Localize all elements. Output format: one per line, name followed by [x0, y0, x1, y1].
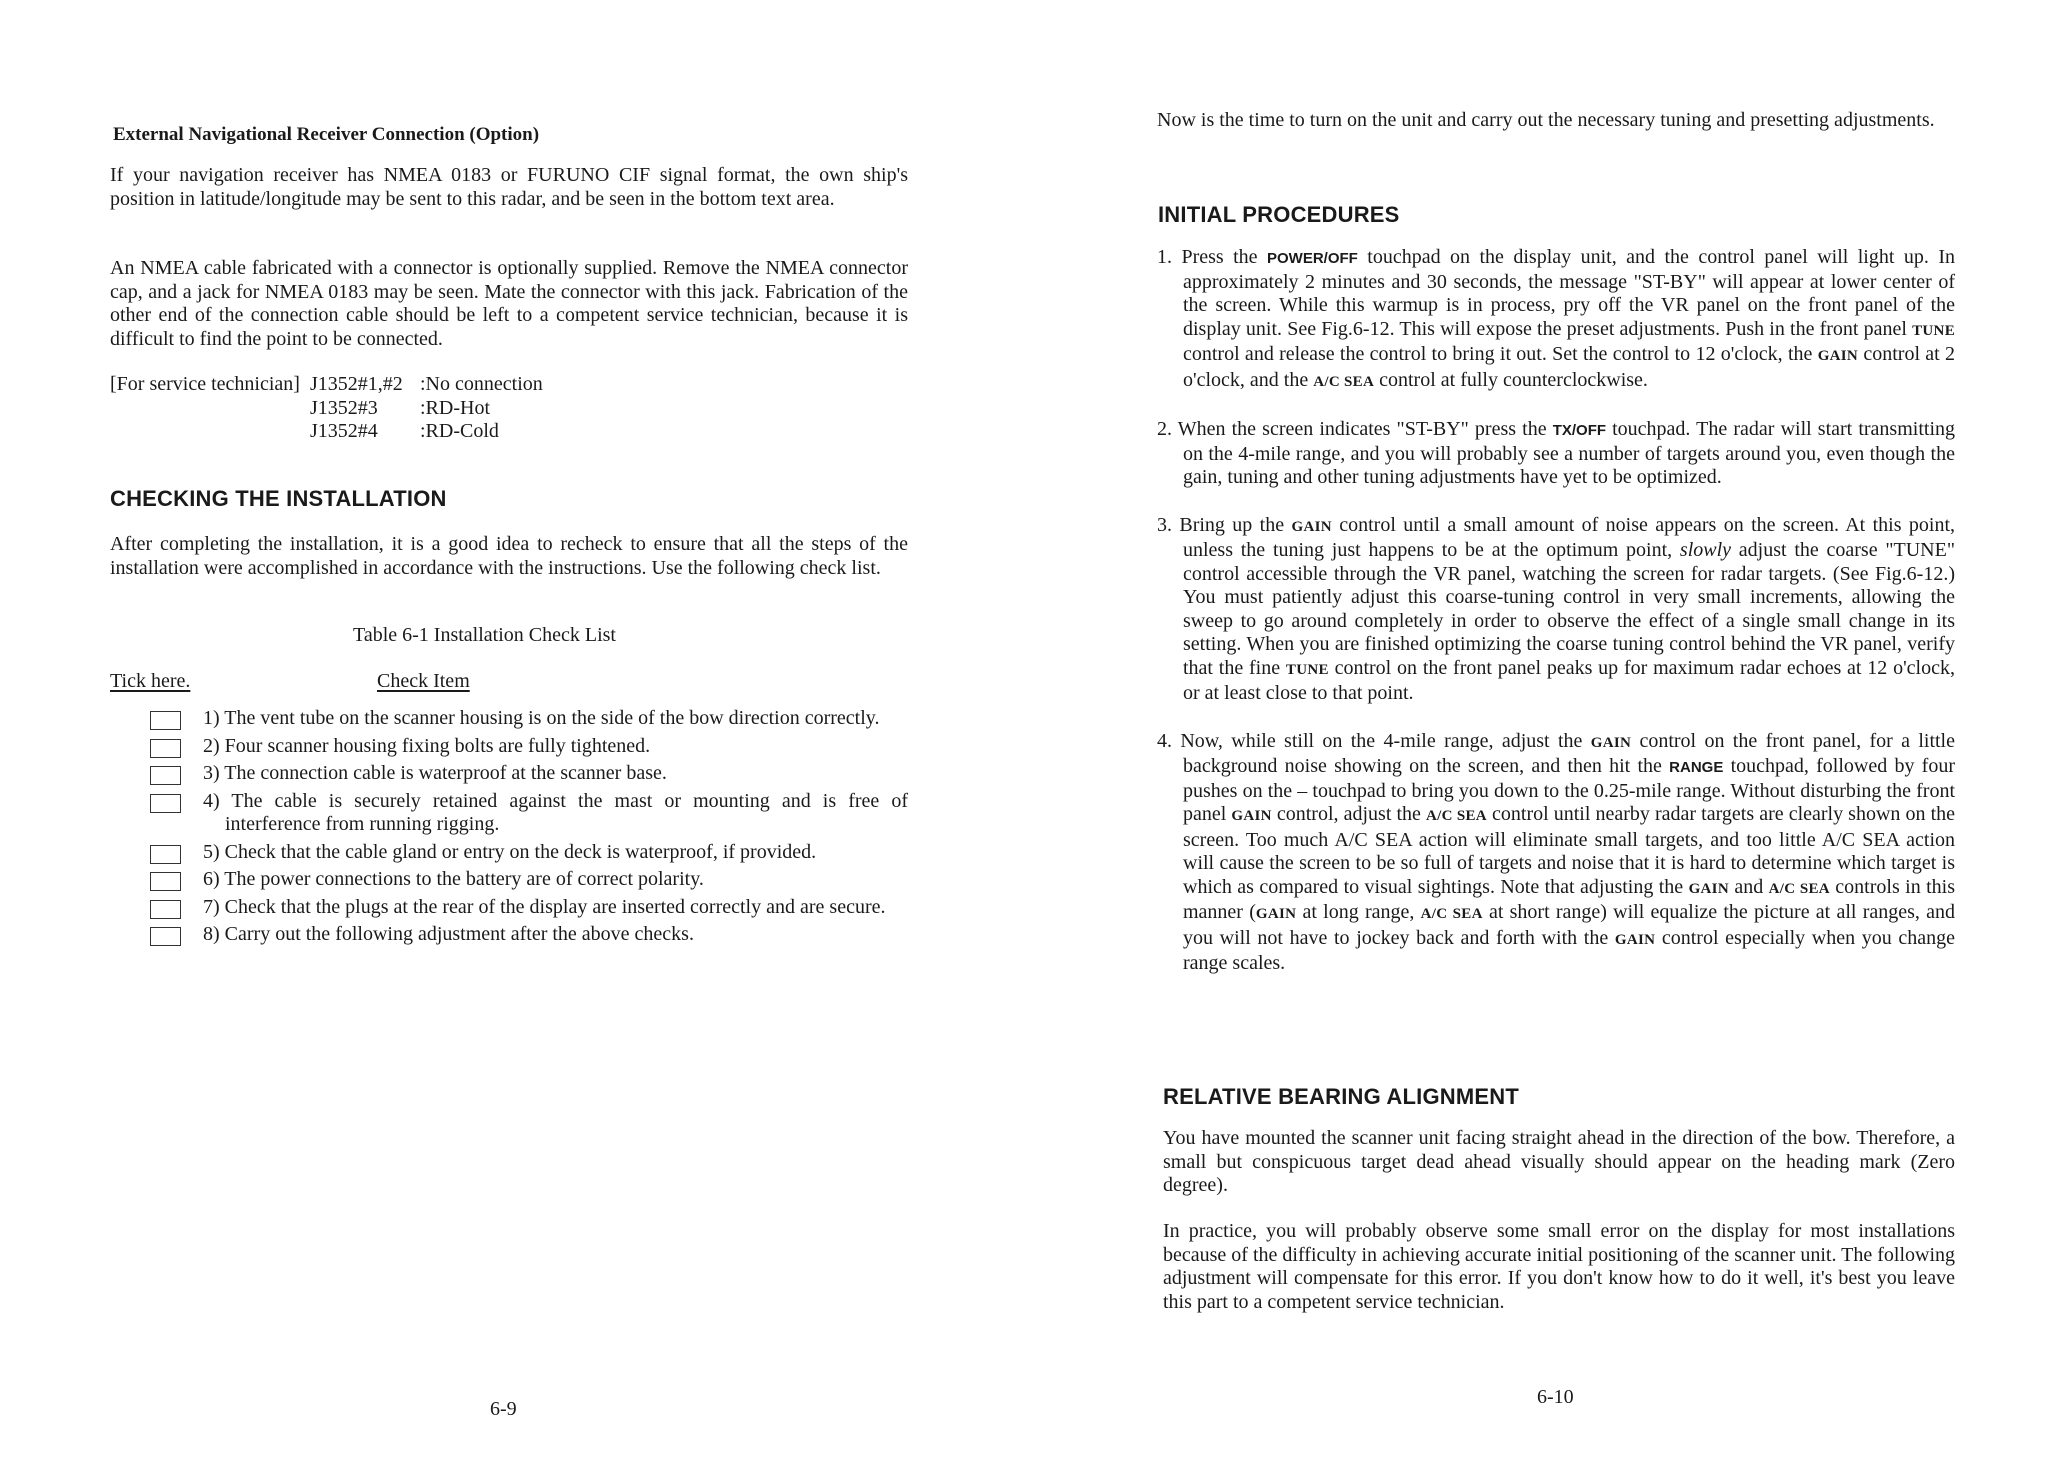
checkbox[interactable]	[150, 739, 181, 758]
pin-desc: :RD-Hot	[420, 396, 490, 419]
procedure-step	[1157, 246, 1955, 394]
step-text: controls in this manner (	[1183, 875, 1955, 923]
checklist-item: 5) Check that the cable gland or entry on the deck is waterproof, if provided.	[110, 841, 908, 865]
keyword-text: GAIN	[1255, 906, 1297, 922]
checkbox[interactable]	[150, 872, 181, 891]
step-text: adjust the coarse "TUNE" control accessible through the VR panel, watching the screen for radar targets. (See Fig.6-12.) You must patiently adjust this coarse-tuning control in very small increments, allowing the sweep to go around completely in order to observe the effect of a single small change in its setting. When you are finished optimizing the coarse tuning control behind the VR panel, verify that the fine	[1183, 539, 1955, 679]
step-text: at long range,	[1296, 901, 1421, 923]
service-pin-table	[110, 373, 543, 444]
step-text: touchpad on the display unit, and the control panel will light up. In approximately 2 minutes and 30 seconds, the message "ST-BY" will appear at lower center of the screen. While this warmup is in process, pry off the VR panel on the front panel of the display unit. See Fig.6-12. This will expose the preset adjustments. Push in the front panel	[1183, 246, 1955, 340]
paragraph-nmea-intro: If your navigation receiver has NMEA 0183 or FURUNO CIF signal format, the own ship's position in latitude/longitude may be sent to this radar, and be seen in the bottom text area.	[110, 164, 908, 210]
step-text: touchpad, followed by four pushes on the – touchpad to bring you down to the 0.25-mile range. Without disturbing the front panel	[1183, 755, 1955, 825]
section-title-external-receiver: External Navigational Receiver Connection (Option)	[113, 124, 540, 145]
page-number: 6-10	[1537, 1386, 1574, 1408]
checklist	[110, 707, 908, 951]
checkbox[interactable]	[150, 845, 181, 864]
paragraph-intro: Now is the time to turn on the unit and carry out the necessary tuning and presetting adjustments.	[1157, 109, 1935, 131]
pin-id: J1352#3	[310, 396, 378, 419]
keyword-text: A/C SEA	[1425, 808, 1487, 824]
keyword-text: A/C SEA	[1313, 373, 1375, 390]
procedure-steps	[1157, 246, 1955, 1000]
section-title-initial-procedures: INITIAL PROCEDURES	[1158, 202, 1400, 227]
step-text: 3. Bring up the	[1157, 513, 1292, 536]
keyword-text: A/C SEA	[1420, 906, 1483, 922]
step-text: control on the front panel peaks up for maximum radar echoes at 12 o'clock, or at least close to that point.	[1183, 656, 1955, 704]
keyword-text: A/C SEA	[1768, 880, 1830, 897]
procedure-step	[1157, 730, 1955, 976]
step-text: 1. Press the	[1157, 246, 1267, 268]
step-text: control until nearby radar targets are clearly shown on the screen. Too much A/C SEA action will eliminate small targets, and too little A/C SEA action will cause the screen to be so full of targets and noise that it is hard to determine which target is which as compared to visual sightings. Note that adjusting the	[1183, 803, 1956, 898]
checklist-item: 3) The connection cable is waterproof at the scanner base.	[110, 762, 908, 786]
checkbox[interactable]	[150, 927, 181, 946]
checklist-item: 8) Carry out the following adjustment after the above checks.	[110, 923, 908, 947]
column-header-tick: Tick here.	[110, 670, 191, 692]
keyword-text: TX/OFF	[1552, 422, 1607, 439]
keyword-text: TUNE	[1912, 322, 1955, 339]
paragraph-bearing-2: In practice, you will probably observe some small error on the display for most installations because of the difficulty in achieving accurate initial positioning of the scanner unit. The following adjustment will compensate for this error. If you don't know how to do it well, it's best you leave this part to a competent service technician.	[1163, 1220, 1955, 1313]
step-text: touchpad. The radar will start transmitting on the 4-mile range, and you will probably see a number of targets around you, even though the gain, tuning and other tuning adjustments have yet to be optimized.	[1183, 418, 1956, 488]
pin-desc: :RD-Cold	[420, 420, 499, 442]
keyword-text: GAIN	[1817, 348, 1859, 364]
paragraph-bearing-1: You have mounted the scanner unit facing straight ahead in the direction of the bow. Therefore, a small but conspicuous target dead ahead visually should appear on the heading mark (Zero degree).	[1163, 1127, 1955, 1196]
step-text: control and release the control to bring it out. Set the control to 12 o'clock, the	[1183, 343, 1818, 365]
step-text: control at fully counterclockwise.	[1374, 368, 1648, 391]
section-title-relative-bearing: RELATIVE BEARING ALIGNMENT	[1163, 1084, 1519, 1109]
section-title-checking: CHECKING THE INSTALLATION	[110, 486, 447, 511]
checkbox[interactable]	[150, 794, 181, 813]
service-label: [For service technician]	[110, 373, 300, 395]
step-text: at short range) will equalize the picture at all ranges, and you will not have to jockey back and forth with the	[1183, 901, 1956, 949]
keyword-text: slowly	[1679, 539, 1732, 561]
table-caption: Table 6-1 Installation Check List	[353, 624, 616, 646]
pin-id: J1352#1,#2	[310, 373, 403, 395]
checklist-item: 2) Four scanner housing fixing bolts are fully tightened.	[110, 735, 908, 759]
paragraph-nmea-cable: An NMEA cable fabricated with a connector is optionally supplied. Remove the NMEA connector cap, and a jack for NMEA 0183 may be seen. Mate the connector with this jack. Fabrication of the other end of the connection cable should be left to a competent service technician, because it is difficult to find the point to be connected.	[110, 257, 908, 350]
keyword-text: RANGE	[1669, 759, 1724, 776]
page-number: 6-9	[490, 1398, 517, 1420]
checklist-item: 6) The power connections to the battery are of correct polarity.	[110, 868, 908, 892]
step-text: control especially when you change range scales.	[1183, 926, 1956, 974]
step-text: control, adjust the	[1271, 803, 1426, 825]
step-text: control until a small amount of noise appears on the screen. At this point, unless the tuning just happens to be at the optimum point,	[1183, 513, 1955, 561]
checkbox[interactable]	[150, 766, 181, 785]
keyword-text: POWER/OFF	[1267, 250, 1358, 267]
checkbox[interactable]	[150, 900, 181, 919]
checklist-item: 7) Check that the plugs at the rear of the display are inserted correctly and are secure.	[110, 896, 908, 920]
keyword-text: GAIN	[1614, 931, 1656, 948]
procedure-step	[1157, 514, 1955, 706]
step-text: control on the front panel, for a little background noise showing on the screen, and then hit the	[1183, 729, 1955, 777]
keyword-text: GAIN	[1590, 734, 1632, 751]
step-text: 2. When the screen indicates "ST-BY" press the	[1157, 418, 1553, 440]
checklist-item: 1) The vent tube on the scanner housing is on the side of the bow direction correctly.	[110, 707, 908, 731]
keyword-text: GAIN	[1231, 808, 1272, 824]
keyword-text: GAIN	[1688, 880, 1729, 897]
checklist-item: 4) The cable is securely retained against the mast or mounting and is free of interference from running rigging.	[110, 790, 908, 837]
pin-id: J1352#4	[310, 420, 378, 442]
step-text: and	[1728, 875, 1769, 898]
paragraph-checking: After completing the installation, it is a good idea to recheck to ensure that all the steps of the installation were accomplished in accordance with the instructions. Use the following check list.	[110, 533, 908, 579]
checkbox[interactable]	[150, 711, 181, 730]
step-text: control at 2 o'clock, and the	[1183, 343, 1956, 391]
column-header-check-item: Check Item	[377, 670, 470, 692]
pin-desc: :No connection	[420, 373, 543, 395]
keyword-text: TUNE	[1285, 661, 1329, 678]
keyword-text: GAIN	[1291, 518, 1332, 535]
procedure-step	[1157, 418, 1955, 490]
step-text: 4. Now, while still on the 4-mile range, adjust the	[1157, 729, 1591, 752]
